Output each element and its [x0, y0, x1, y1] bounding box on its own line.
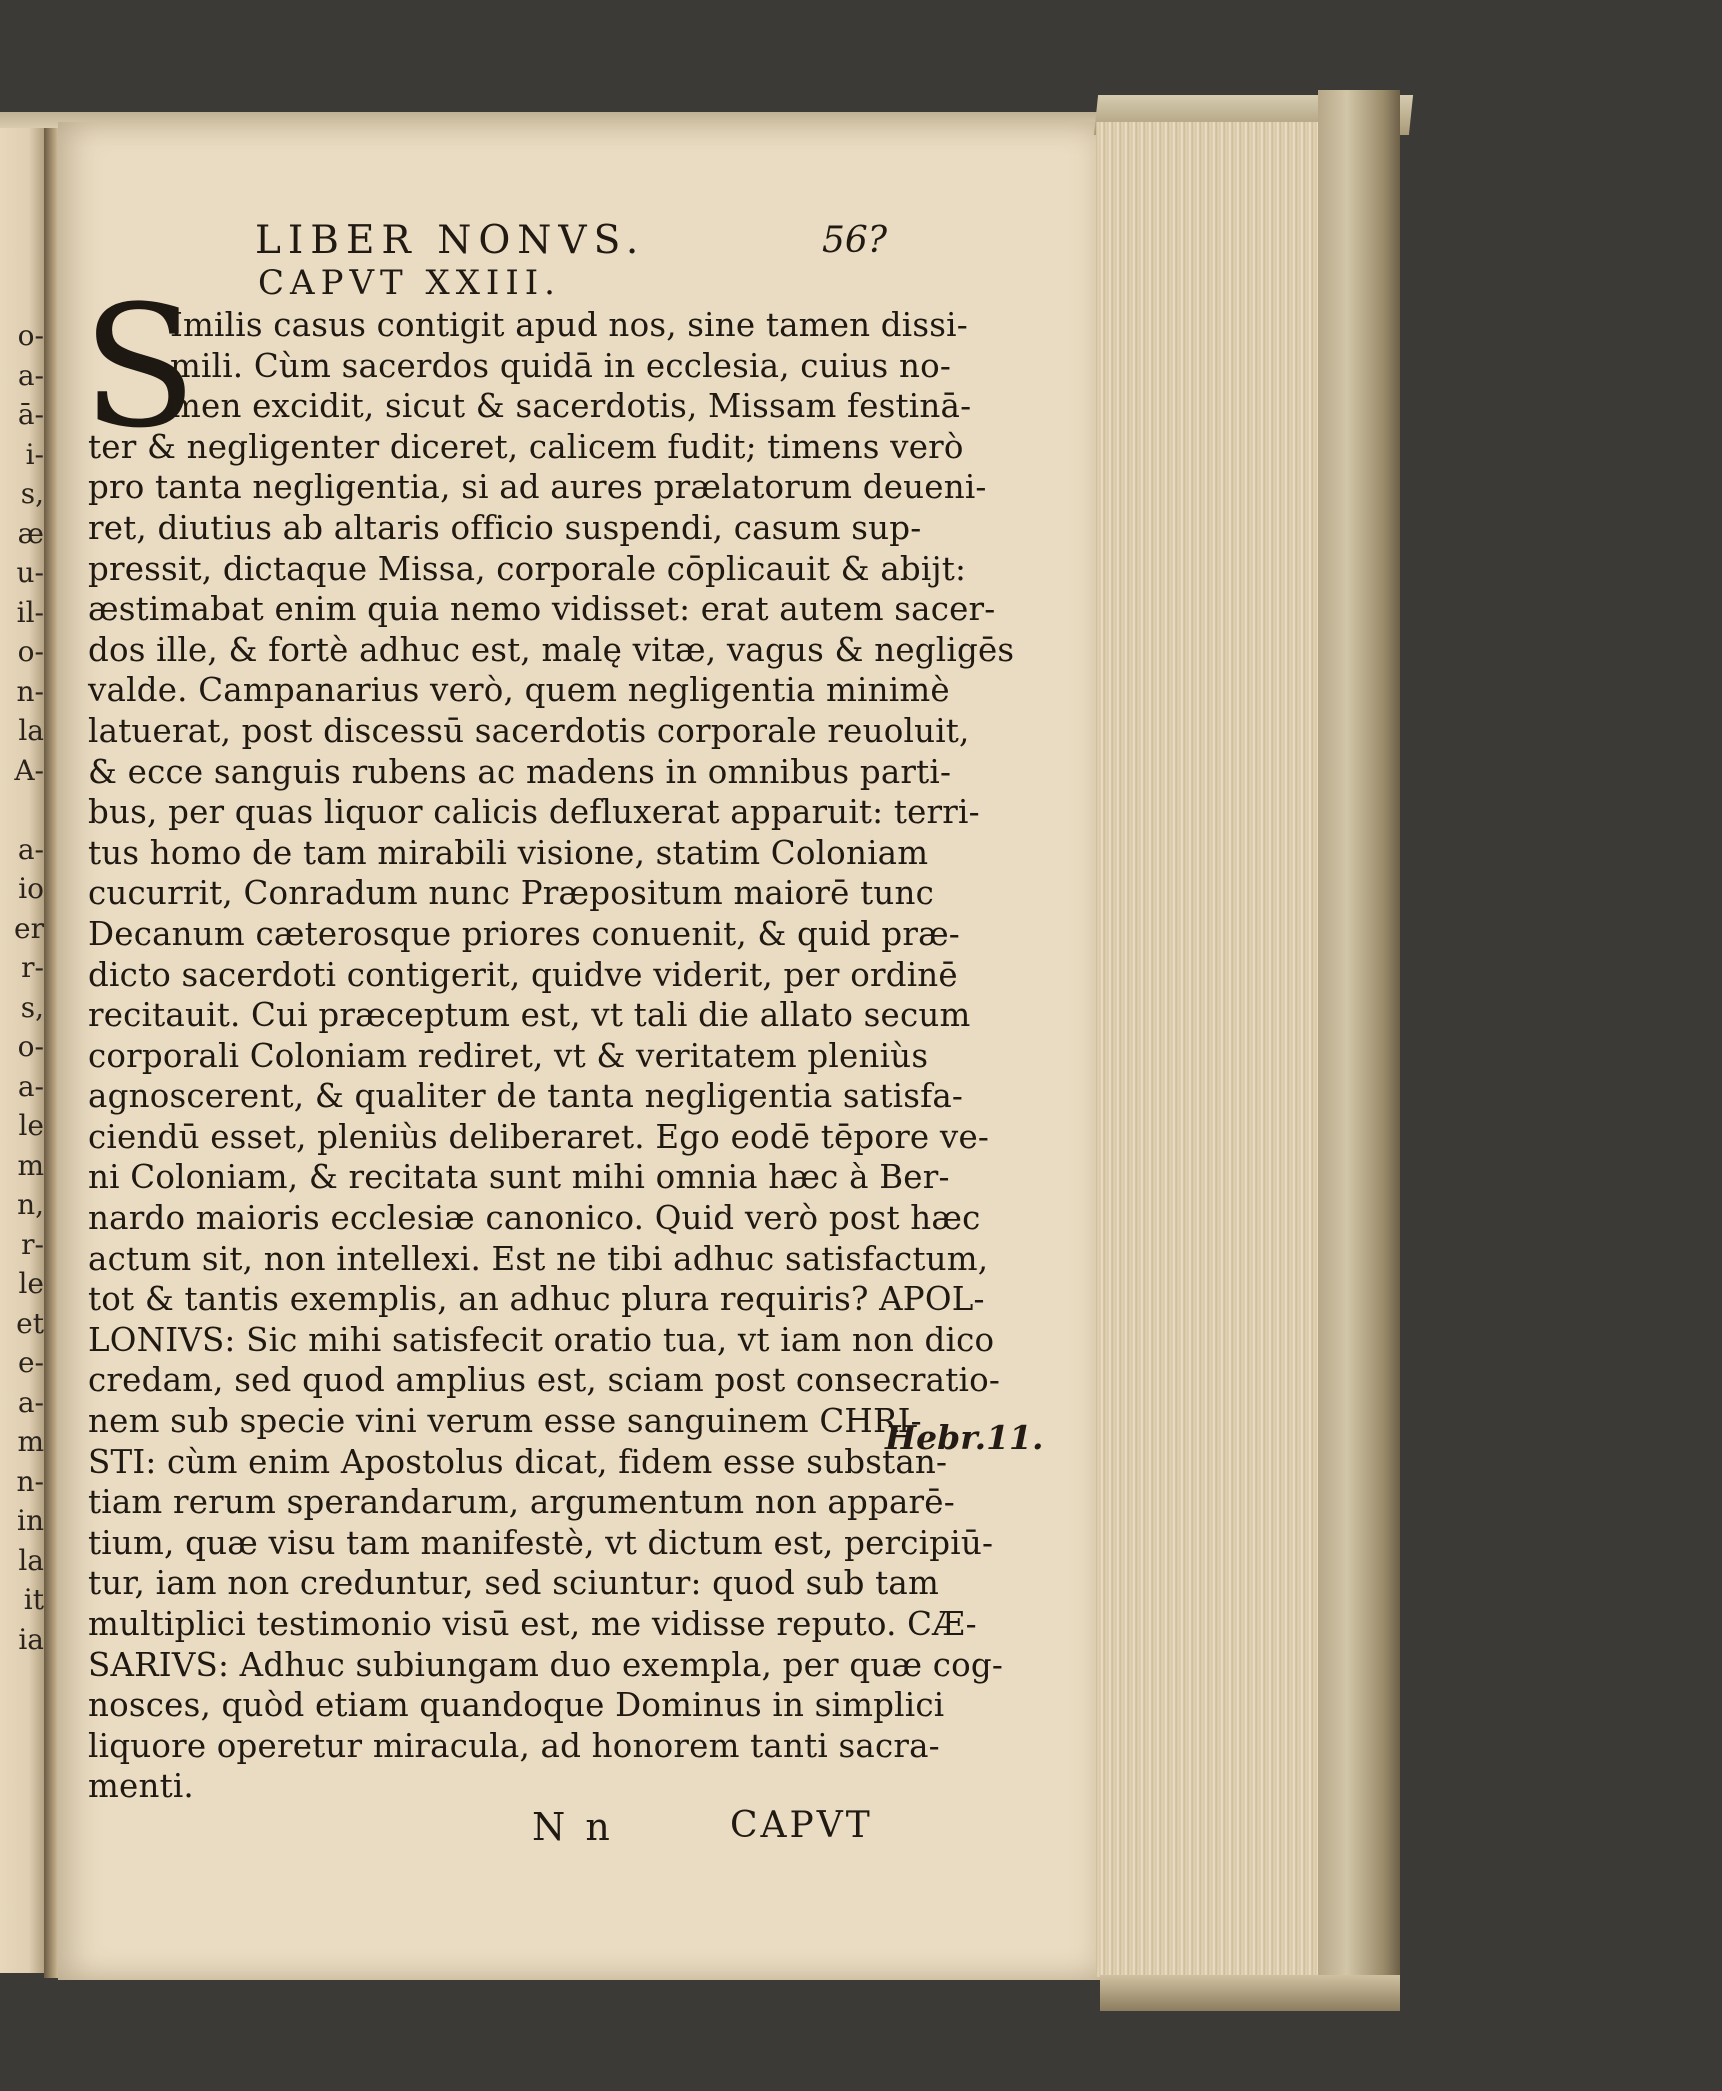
previous-page-fragment: æ	[17, 516, 44, 550]
previous-page-fragment: la	[18, 714, 44, 747]
text-line: recitauit. Cui præceptum est, vt tali die allato secum	[88, 996, 971, 1035]
previous-page-fragment: m	[17, 1425, 44, 1458]
previous-page-fragment: er	[14, 911, 44, 945]
text-line: agnoscerent, & qualiter de tanta negligentia satisfa-	[88, 1077, 964, 1116]
previous-page-fragment: le	[18, 1109, 44, 1142]
previous-page-fragment: u-	[16, 556, 44, 589]
margin-note: Hebr.11.	[885, 1418, 1044, 1457]
text-line: ni Coloniam, & recitata sunt mihi omnia hæc à Ber-	[88, 1158, 950, 1197]
previous-page-fragment: o-	[17, 635, 44, 668]
text-line: ret, diutius ab altaris officio suspendi, casum sup-	[88, 508, 922, 547]
text-line: & ecce sanguis rubens ac madens in omnibus parti-	[88, 752, 952, 791]
previous-page-fragment: a-	[17, 832, 44, 866]
previous-page-fragment: a-	[17, 1069, 44, 1103]
text-line: tot & tantis exemplis, an adhuc plura requiris? APOL-	[88, 1280, 985, 1319]
text-line: Imilis casus contigit apud nos, sine tamen dissi-	[170, 306, 968, 344]
previous-page-fragment: n,	[17, 1188, 44, 1221]
text-line: tur, iam non creduntur, sed sciuntur: quod sub tam	[88, 1564, 939, 1603]
text-line: multiplici testimonio visū est, me vidisse reputo. CÆ-	[88, 1605, 977, 1643]
book-bottom-edge	[1100, 1975, 1400, 2011]
text-line: tium, quæ visu tam manifestè, vt dictum est, percipiū-	[88, 1523, 994, 1562]
text-line: valde. Campanarius verò, quem negligentia minimè	[88, 671, 950, 710]
previous-page-fragment: le	[18, 1267, 44, 1300]
text-line: pro tanta negligentia, si ad aures prælatorum deueni-	[88, 468, 987, 507]
drop-cap: S	[82, 269, 198, 465]
text-line: mili. Cùm sacerdos quidā in ecclesia, cuius no-	[170, 346, 952, 385]
text-line: men excidit, sicut & sacerdotis, Missam festinā-	[170, 387, 972, 426]
previous-page-fragment: n-	[16, 1464, 44, 1498]
previous-page-fragment: n-	[16, 674, 44, 708]
text-line: nosces, quòd etiam quandoque Dominus in simplici	[88, 1686, 945, 1725]
page-number: 56?	[822, 220, 888, 261]
text-line: nem sub specie vini verum esse sanguinem CHRI-	[88, 1402, 922, 1441]
text-line: dicto sacerdoti contigerit, quidve viderit, per ordinē	[88, 955, 958, 994]
text-line: corporali Coloniam rediret, vt & veritatem pleniùs	[88, 1036, 929, 1075]
text-line: menti.	[88, 1767, 194, 1806]
text-line: ciendū esset, pleniùs deliberaret. Ego eodē tēpore ve-	[88, 1117, 990, 1156]
signature-mark: N n	[532, 1805, 614, 1849]
binding-board-edge	[1318, 90, 1400, 1990]
previous-page-fragment: il-	[16, 595, 44, 629]
running-title: LIBER NONVS.	[255, 218, 646, 263]
text-line: STI: cùm enim Apostolus dicat, fidem esse substan-	[88, 1442, 948, 1481]
previous-page-fragment: r-	[21, 1227, 44, 1261]
previous-page-fragment: la	[18, 1543, 44, 1577]
previous-page-fragment: s,	[20, 477, 44, 510]
text-line: tiam rerum sperandarum, argumentum non apparē-	[88, 1483, 955, 1522]
text-line: ter & negligenter diceret, calicem fudit; timens verò	[88, 427, 964, 466]
previous-page-fragment: e-	[17, 1346, 44, 1379]
previous-page-fragment: et	[16, 1306, 44, 1340]
previous-page-fragment: r-	[21, 951, 44, 984]
catchword: CAPVT	[730, 1805, 873, 1846]
previous-page-fragment: s,	[20, 990, 44, 1024]
previous-page-fragment: in	[17, 1504, 44, 1537]
previous-page-fragment: o-	[17, 319, 44, 352]
previous-page-fragment: it	[23, 1583, 44, 1616]
previous-page-fragment: a-	[17, 358, 44, 392]
text-line: bus, per quas liquor calicis defluxerat apparuit: terri-	[88, 793, 980, 832]
previous-page-fragment: A-	[14, 753, 44, 787]
text-line: cucurrit, Conradum nunc Præpositum maiorē tunc	[88, 874, 935, 913]
previous-page-fragment: i-	[25, 437, 44, 471]
text-line: SARIVS: Adhuc subiungam duo exempla, per quæ cog-	[88, 1645, 1004, 1684]
text-line: latuerat, post discessū sacerdotis corporale reuoluit,	[88, 711, 970, 750]
text-line: actum sit, non intellexi. Est ne tibi adhuc satisfactum,	[88, 1239, 989, 1278]
previous-page-fragment: ā-	[17, 398, 44, 431]
previous-page-fragment: o-	[17, 1030, 44, 1063]
previous-page-fragment: m	[17, 1148, 44, 1182]
text-line: liquore operetur miracula, ad honorem tanti sacra-	[88, 1726, 940, 1765]
text-line: pressit, dictaque Missa, corporale cōplicauit & abijt:	[88, 549, 967, 588]
text-line: LONIVS: Sic mihi satisfecit oratio tua, vt iam non dico	[88, 1320, 995, 1359]
text-line: Decanum cæterosque priores conuenit, & quid præ-	[88, 914, 960, 953]
text-line: dos ille, & fortè adhuc est, malę vitæ, vagus & negligēs	[88, 630, 1015, 669]
page-stack-fore-edge	[1096, 122, 1331, 1977]
previous-page-fragment: io	[18, 872, 44, 905]
text-line: nardo maioris ecclesiæ canonico. Quid verò post hæc	[88, 1199, 981, 1238]
previous-page-fragment: a-	[17, 1385, 44, 1419]
chapter-heading: CAPVT XXIII.	[258, 263, 561, 303]
previous-page-fragment: ia	[18, 1622, 44, 1656]
text-line: tus homo de tam mirabili visione, statim Coloniam	[88, 833, 929, 872]
text-line: credam, sed quod amplius est, sciam post consecratio-	[88, 1361, 1001, 1400]
text-line: æstimabat enim quia nemo vidisset: erat autem sacer-	[88, 590, 996, 629]
